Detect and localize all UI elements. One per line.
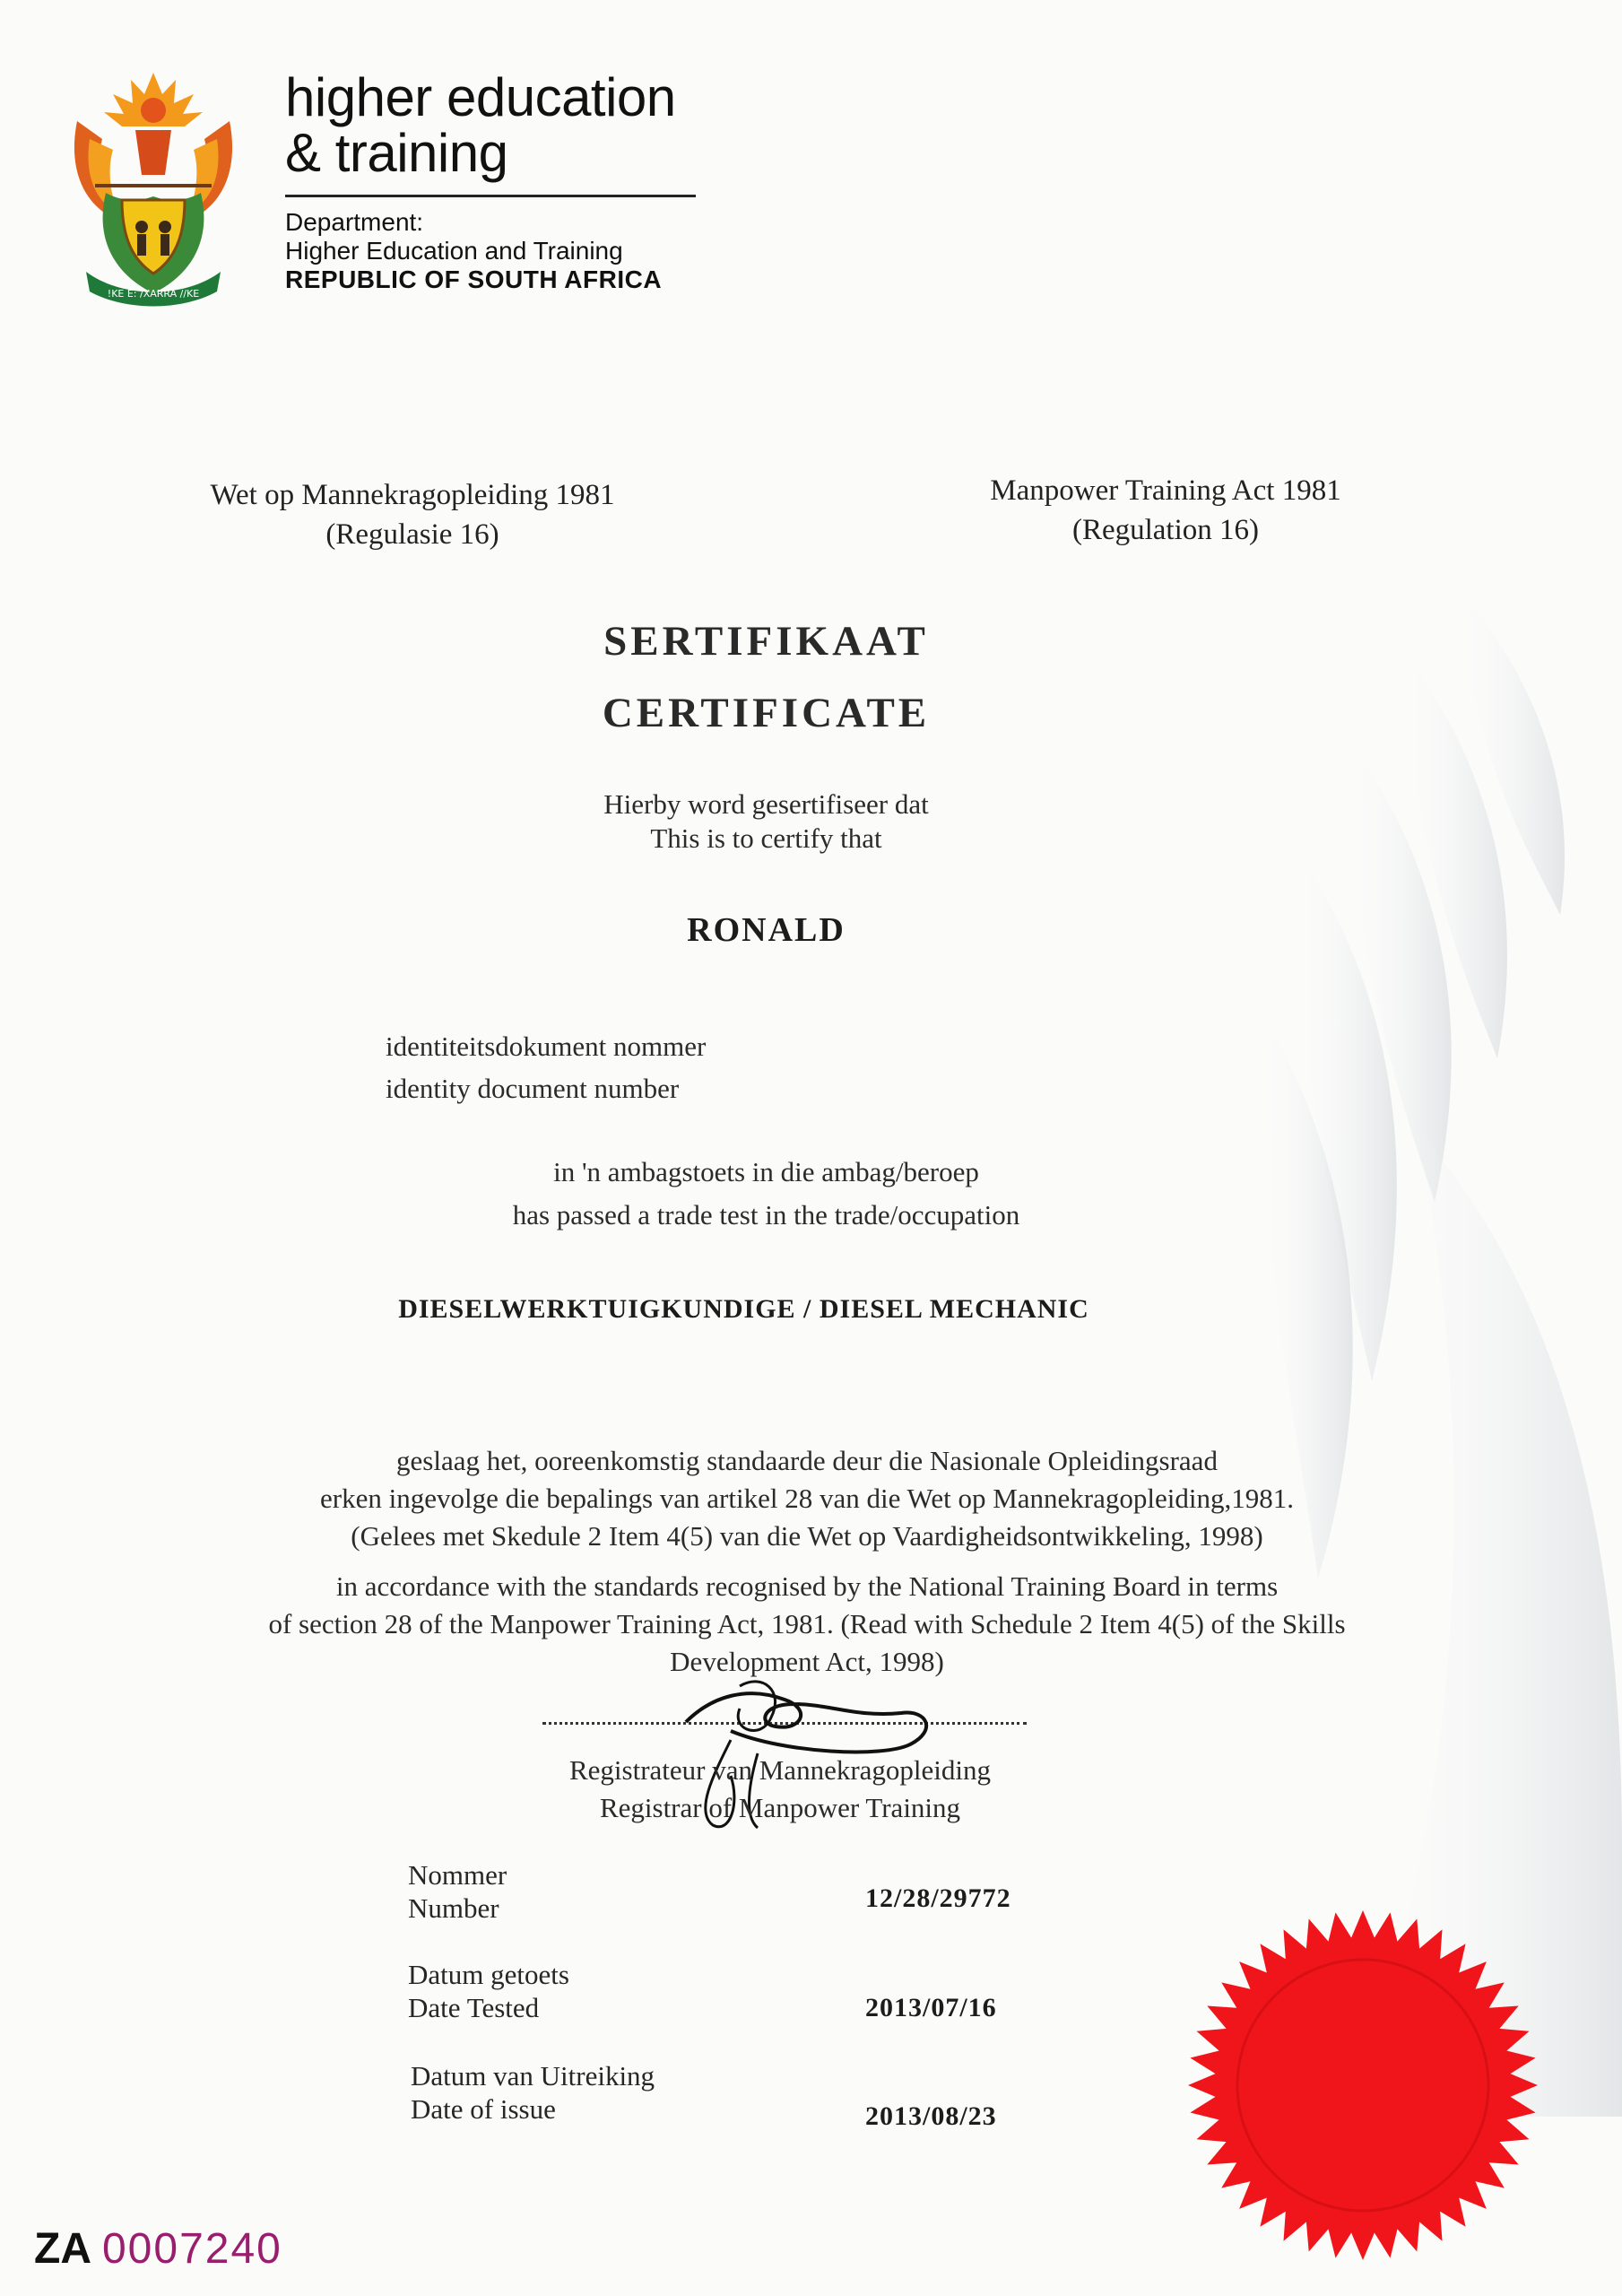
act-title-english: Manpower Training Act 1981 (990, 474, 1341, 507)
id-number-labels (386, 1025, 706, 1109)
date-of-issue-value: 2013/08/23 (865, 2101, 997, 2131)
detail-date-tested-labels (408, 1958, 569, 2024)
country-name: REPUBLIC OF SOUTH AFRICA (285, 265, 663, 293)
detail-label-english: Date Tested (408, 1992, 540, 2023)
detail-label-afrikaans: Nommer (408, 1859, 507, 1891)
brand-line-1: higher education (285, 67, 676, 127)
brand-title (285, 67, 676, 183)
legal-text-english (90, 1568, 1524, 1681)
title-english: CERTIFICATE (602, 690, 931, 736)
department-block (285, 208, 662, 294)
id-label-english: identity document number (386, 1073, 680, 1104)
act-reference-english (897, 471, 1435, 550)
detail-number-labels (408, 1858, 507, 1925)
coat-of-arms-motto: !KE E: /XARRA //KE (107, 288, 200, 300)
legal-en-line-1: in accordance with the standards recognised by the National Training Board in terms (335, 1570, 1279, 1602)
registrar-title (502, 1752, 1058, 1827)
trade-name: DIESELWERKTUIGKUNDIGE / DIESEL MECHANIC (398, 1294, 1089, 1324)
act-title-afrikaans: Wet op Mannekragopleiding 1981 (210, 479, 615, 511)
detail-label-english: Date of issue (411, 2093, 556, 2125)
brand-divider (285, 195, 696, 197)
legal-text-afrikaans (90, 1442, 1524, 1555)
act-reference-afrikaans (143, 475, 681, 554)
registrar-afrikaans: Registrateur van Mannekragopleiding (568, 1754, 992, 1786)
brand-line-2: & training (285, 123, 508, 183)
holder-name: RONALD (687, 911, 846, 949)
id-label-afrikaans: identiteitsdokument nommer (386, 1031, 707, 1062)
legal-af-line-3: (Gelees met Skedule 2 Item 4(5) van die Wet op Vaardigheidsontwikkeling, 1998) (351, 1520, 1263, 1552)
title-afrikaans: SERTIFIKAAT (603, 618, 929, 665)
trade-intro (0, 1151, 1577, 1237)
coat-of-arms-emblem (59, 67, 247, 309)
legal-en-line-2: of section 28 of the Manpower Training Act, 1981. (Read with Schedule 2 Item 4(5) of the Skills (268, 1608, 1346, 1639)
trade-intro-afrikaans: in 'n ambagstoets in die ambag/beroep (553, 1156, 979, 1187)
certificate-number-value: 12/28/29772 (865, 1883, 1011, 1913)
date-tested-value: 2013/07/16 (865, 1993, 997, 2022)
seal-starburst (1188, 1910, 1538, 2260)
certify-afrikaans: Hierby word gesertifiseer dat (603, 788, 929, 820)
certify-english: This is to certify that (650, 822, 882, 854)
detail-label-afrikaans: Datum getoets (408, 1959, 569, 1990)
detail-date-issue-labels (411, 2059, 655, 2126)
certify-statement (0, 787, 1577, 856)
legal-af-line-1: geslaag het, ooreenkomstig standaarde deur die Nasionale Opleidingsraad (396, 1445, 1218, 1476)
legal-af-line-2: erken ingevolge die bepalings van artikel 28 van die Wet op Mannekragopleiding,1981. (320, 1483, 1294, 1514)
trade-intro-english: has passed a trade test in the trade/occupation (512, 1199, 1020, 1231)
serial-value: 0007240 (101, 2225, 282, 2273)
serial-number (34, 2224, 282, 2274)
serial-prefix: ZA (34, 2225, 91, 2273)
act-regulation-english: (Regulation 16) (1071, 514, 1260, 546)
act-regulation-afrikaans: (Regulasie 16) (325, 518, 499, 551)
detail-label-afrikaans: Datum van Uitreiking (411, 2060, 655, 2092)
department-name: Higher Education and Training (285, 237, 623, 265)
legal-en-line-3: Development Act, 1998) (670, 1646, 944, 1677)
certificate-title (0, 605, 1577, 749)
red-seal-icon (1188, 1892, 1538, 2269)
registrar-english: Registrar of Manpower Training (599, 1792, 961, 1823)
detail-label-english: Number (408, 1892, 499, 1924)
department-label: Department: (285, 208, 424, 236)
